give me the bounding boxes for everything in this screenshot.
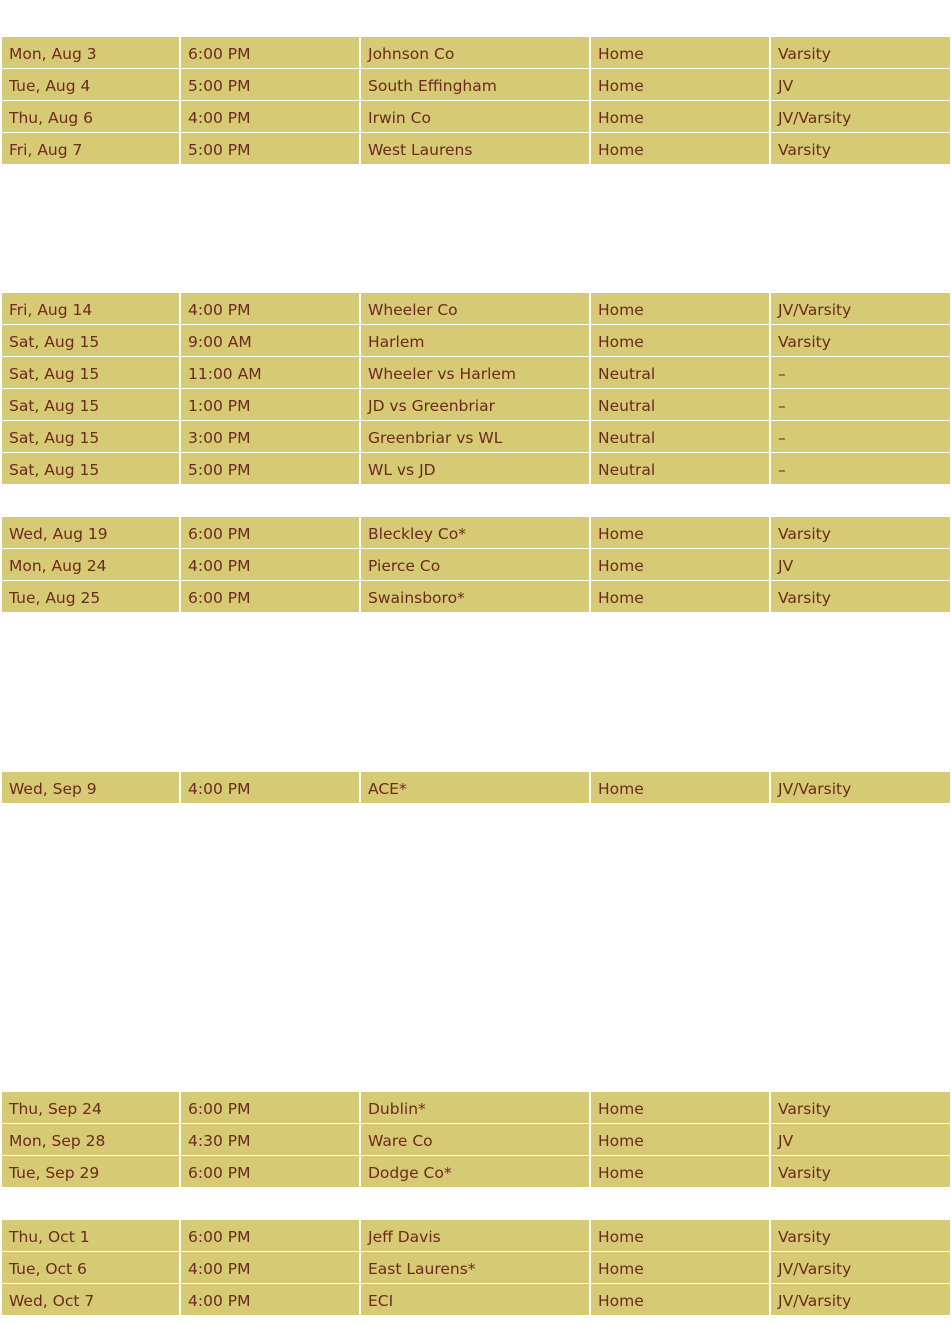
table-row	[2, 1220, 950, 1251]
location-cell: Home	[591, 69, 769, 100]
time-cell: 6:00 PM	[181, 37, 359, 68]
table-row	[2, 1092, 950, 1123]
table-row	[2, 1284, 950, 1315]
location-cell: Home	[591, 1124, 769, 1155]
location-cell: Home	[591, 772, 769, 803]
opponent-cell: Dodge Co*	[361, 1156, 589, 1187]
table-row	[2, 549, 950, 580]
opponent-cell: South Effingham	[361, 69, 589, 100]
opponent-cell: Ware Co	[361, 1124, 589, 1155]
opponent-cell: ACE*	[361, 772, 589, 803]
time-cell: 4:00 PM	[181, 772, 359, 803]
schedule-group-1	[2, 37, 950, 165]
time-cell: 5:00 PM	[181, 133, 359, 164]
date-cell: Sat, Aug 15	[2, 325, 179, 356]
table-row	[2, 101, 950, 132]
location-cell: Home	[591, 325, 769, 356]
opponent-cell: WL vs JD	[361, 453, 589, 484]
location-cell: Home	[591, 37, 769, 68]
schedule-group-2	[2, 293, 950, 485]
location-cell: Home	[591, 1220, 769, 1251]
date-cell: Fri, Aug 7	[2, 133, 179, 164]
table-row	[2, 517, 950, 548]
level-cell: JV/Varsity	[771, 1284, 950, 1315]
table-row	[2, 357, 950, 388]
date-cell: Sat, Aug 15	[2, 421, 179, 452]
time-cell: 4:00 PM	[181, 549, 359, 580]
location-cell: Neutral	[591, 389, 769, 420]
level-cell: Varsity	[771, 37, 950, 68]
date-cell: Wed, Oct 7	[2, 1284, 179, 1315]
level-cell: Varsity	[771, 517, 950, 548]
location-cell: Home	[591, 101, 769, 132]
table-row	[2, 389, 950, 420]
schedule-group-5	[2, 1092, 950, 1188]
date-cell: Tue, Sep 29	[2, 1156, 179, 1187]
table-row	[2, 325, 950, 356]
table-row	[2, 453, 950, 484]
opponent-cell: Jeff Davis	[361, 1220, 589, 1251]
level-cell: –	[771, 389, 950, 420]
opponent-cell: Johnson Co	[361, 37, 589, 68]
level-cell: –	[771, 421, 950, 452]
time-cell: 5:00 PM	[181, 453, 359, 484]
opponent-cell: JD vs Greenbriar	[361, 389, 589, 420]
level-cell: Varsity	[771, 581, 950, 612]
location-cell: Home	[591, 1156, 769, 1187]
time-cell: 4:00 PM	[181, 1252, 359, 1283]
location-cell: Home	[591, 293, 769, 324]
date-cell: Wed, Aug 19	[2, 517, 179, 548]
level-cell: JV/Varsity	[771, 101, 950, 132]
opponent-cell: West Laurens	[361, 133, 589, 164]
location-cell: Home	[591, 549, 769, 580]
schedule-group-6	[2, 1220, 950, 1316]
date-cell: Mon, Aug 3	[2, 37, 179, 68]
time-cell: 1:00 PM	[181, 389, 359, 420]
location-cell: Neutral	[591, 421, 769, 452]
level-cell: JV/Varsity	[771, 772, 950, 803]
opponent-cell: Irwin Co	[361, 101, 589, 132]
opponent-cell: Wheeler Co	[361, 293, 589, 324]
date-cell: Mon, Aug 24	[2, 549, 179, 580]
date-cell: Sat, Aug 15	[2, 357, 179, 388]
level-cell: –	[771, 453, 950, 484]
location-cell: Home	[591, 133, 769, 164]
level-cell: JV/Varsity	[771, 293, 950, 324]
time-cell: 6:00 PM	[181, 1092, 359, 1123]
opponent-cell: Swainsboro*	[361, 581, 589, 612]
table-row	[2, 1156, 950, 1187]
schedule-group-3	[2, 517, 950, 613]
level-cell: Varsity	[771, 133, 950, 164]
opponent-cell: Bleckley Co*	[361, 517, 589, 548]
time-cell: 6:00 PM	[181, 1156, 359, 1187]
opponent-cell: Wheeler vs Harlem	[361, 357, 589, 388]
level-cell: JV/Varsity	[771, 1252, 950, 1283]
table-row	[2, 37, 950, 68]
level-cell: JV	[771, 69, 950, 100]
level-cell: JV	[771, 549, 950, 580]
date-cell: Tue, Aug 25	[2, 581, 179, 612]
location-cell: Neutral	[591, 453, 769, 484]
opponent-cell: Dublin*	[361, 1092, 589, 1123]
date-cell: Tue, Oct 6	[2, 1252, 179, 1283]
location-cell: Home	[591, 1092, 769, 1123]
time-cell: 9:00 AM	[181, 325, 359, 356]
level-cell: –	[771, 357, 950, 388]
time-cell: 6:00 PM	[181, 517, 359, 548]
table-row	[2, 1252, 950, 1283]
level-cell: Varsity	[771, 325, 950, 356]
time-cell: 11:00 AM	[181, 357, 359, 388]
time-cell: 4:00 PM	[181, 1284, 359, 1315]
table-row	[2, 133, 950, 164]
opponent-cell: Greenbriar vs WL	[361, 421, 589, 452]
location-cell: Home	[591, 517, 769, 548]
opponent-cell: ECI	[361, 1284, 589, 1315]
time-cell: 4:30 PM	[181, 1124, 359, 1155]
level-cell: JV	[771, 1124, 950, 1155]
date-cell: Thu, Aug 6	[2, 101, 179, 132]
time-cell: 6:00 PM	[181, 581, 359, 612]
table-row	[2, 421, 950, 452]
schedule-group-4	[2, 772, 950, 804]
opponent-cell: Harlem	[361, 325, 589, 356]
opponent-cell: Pierce Co	[361, 549, 589, 580]
level-cell: Varsity	[771, 1220, 950, 1251]
date-cell: Wed, Sep 9	[2, 772, 179, 803]
date-cell: Thu, Sep 24	[2, 1092, 179, 1123]
date-cell: Mon, Sep 28	[2, 1124, 179, 1155]
date-cell: Thu, Oct 1	[2, 1220, 179, 1251]
location-cell: Home	[591, 1284, 769, 1315]
location-cell: Neutral	[591, 357, 769, 388]
time-cell: 4:00 PM	[181, 293, 359, 324]
time-cell: 3:00 PM	[181, 421, 359, 452]
level-cell: Varsity	[771, 1156, 950, 1187]
location-cell: Home	[591, 1252, 769, 1283]
table-row	[2, 69, 950, 100]
time-cell: 5:00 PM	[181, 69, 359, 100]
table-row	[2, 1124, 950, 1155]
table-row	[2, 293, 950, 324]
date-cell: Sat, Aug 15	[2, 389, 179, 420]
time-cell: 4:00 PM	[181, 101, 359, 132]
level-cell: Varsity	[771, 1092, 950, 1123]
date-cell: Tue, Aug 4	[2, 69, 179, 100]
table-row	[2, 581, 950, 612]
time-cell: 6:00 PM	[181, 1220, 359, 1251]
location-cell: Home	[591, 581, 769, 612]
opponent-cell: East Laurens*	[361, 1252, 589, 1283]
table-row	[2, 772, 950, 803]
date-cell: Sat, Aug 15	[2, 453, 179, 484]
date-cell: Fri, Aug 14	[2, 293, 179, 324]
